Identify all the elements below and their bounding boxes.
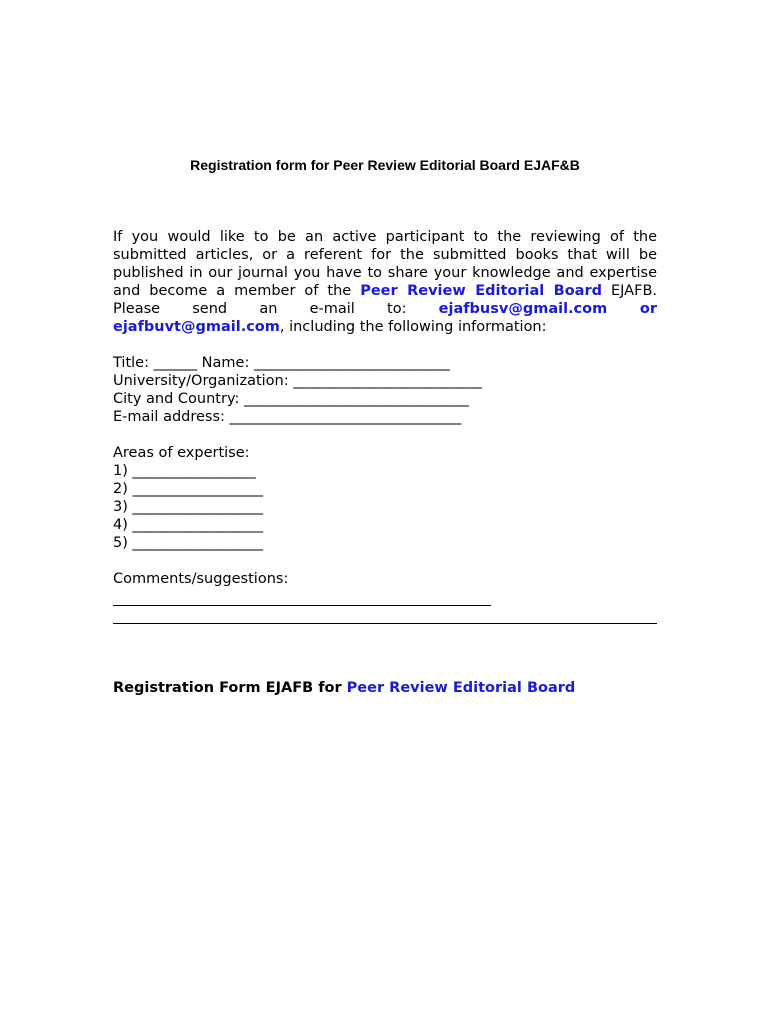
expertise-item-5[interactable]: 5) __________________ — [113, 535, 263, 551]
footer-title — [113, 679, 575, 697]
expertise-item-4[interactable]: 4) __________________ — [113, 517, 263, 533]
intro-text-before: If you would like to be an active participant to the reviewing of the submitted articles, or a referent for the submitted books that will be published in our journal you have to share your knowledge and expertise and become a member of the — [113, 229, 657, 299]
comments-line-1[interactable] — [113, 588, 491, 606]
title-name-field[interactable]: Title: ______ Name: ___________________________ — [113, 355, 450, 371]
footer-text: Registration Form EJAFB for — [113, 680, 347, 696]
comments-heading: Comments/suggestions: — [113, 571, 289, 587]
form-body — [113, 228, 657, 624]
board-name: Peer Review Editorial Board — [360, 283, 602, 299]
intro-paragraph — [113, 228, 657, 336]
email-field[interactable]: E-mail address: ________________________________ — [113, 409, 462, 425]
intro-text-after: , including the following information: — [279, 319, 547, 335]
university-field[interactable]: University/Organization: __________________________ — [113, 373, 482, 389]
expertise-item-2[interactable]: 2) __________________ — [113, 481, 263, 497]
comments-line-2[interactable] — [113, 606, 657, 624]
or-word: or — [607, 301, 657, 317]
page-title: Registration form for Peer Review Editorial Board EJAF&B — [190, 157, 580, 173]
email-link-2[interactable]: ejafbuvt@gmail.com — [113, 319, 280, 335]
expertise-heading: Areas of expertise: — [113, 445, 250, 461]
email-link-1[interactable]: ejafbusv@gmail.com — [438, 301, 608, 317]
intro-text-middle: EJAFB. Please send an e-mail to: — [113, 283, 657, 317]
footer-highlight: Peer Review Editorial Board — [346, 680, 576, 696]
city-country-field[interactable]: City and Country: _______________________________ — [113, 391, 469, 407]
expertise-item-1[interactable]: 1) _________________ — [113, 463, 256, 479]
expertise-item-3[interactable]: 3) __________________ — [113, 499, 263, 515]
